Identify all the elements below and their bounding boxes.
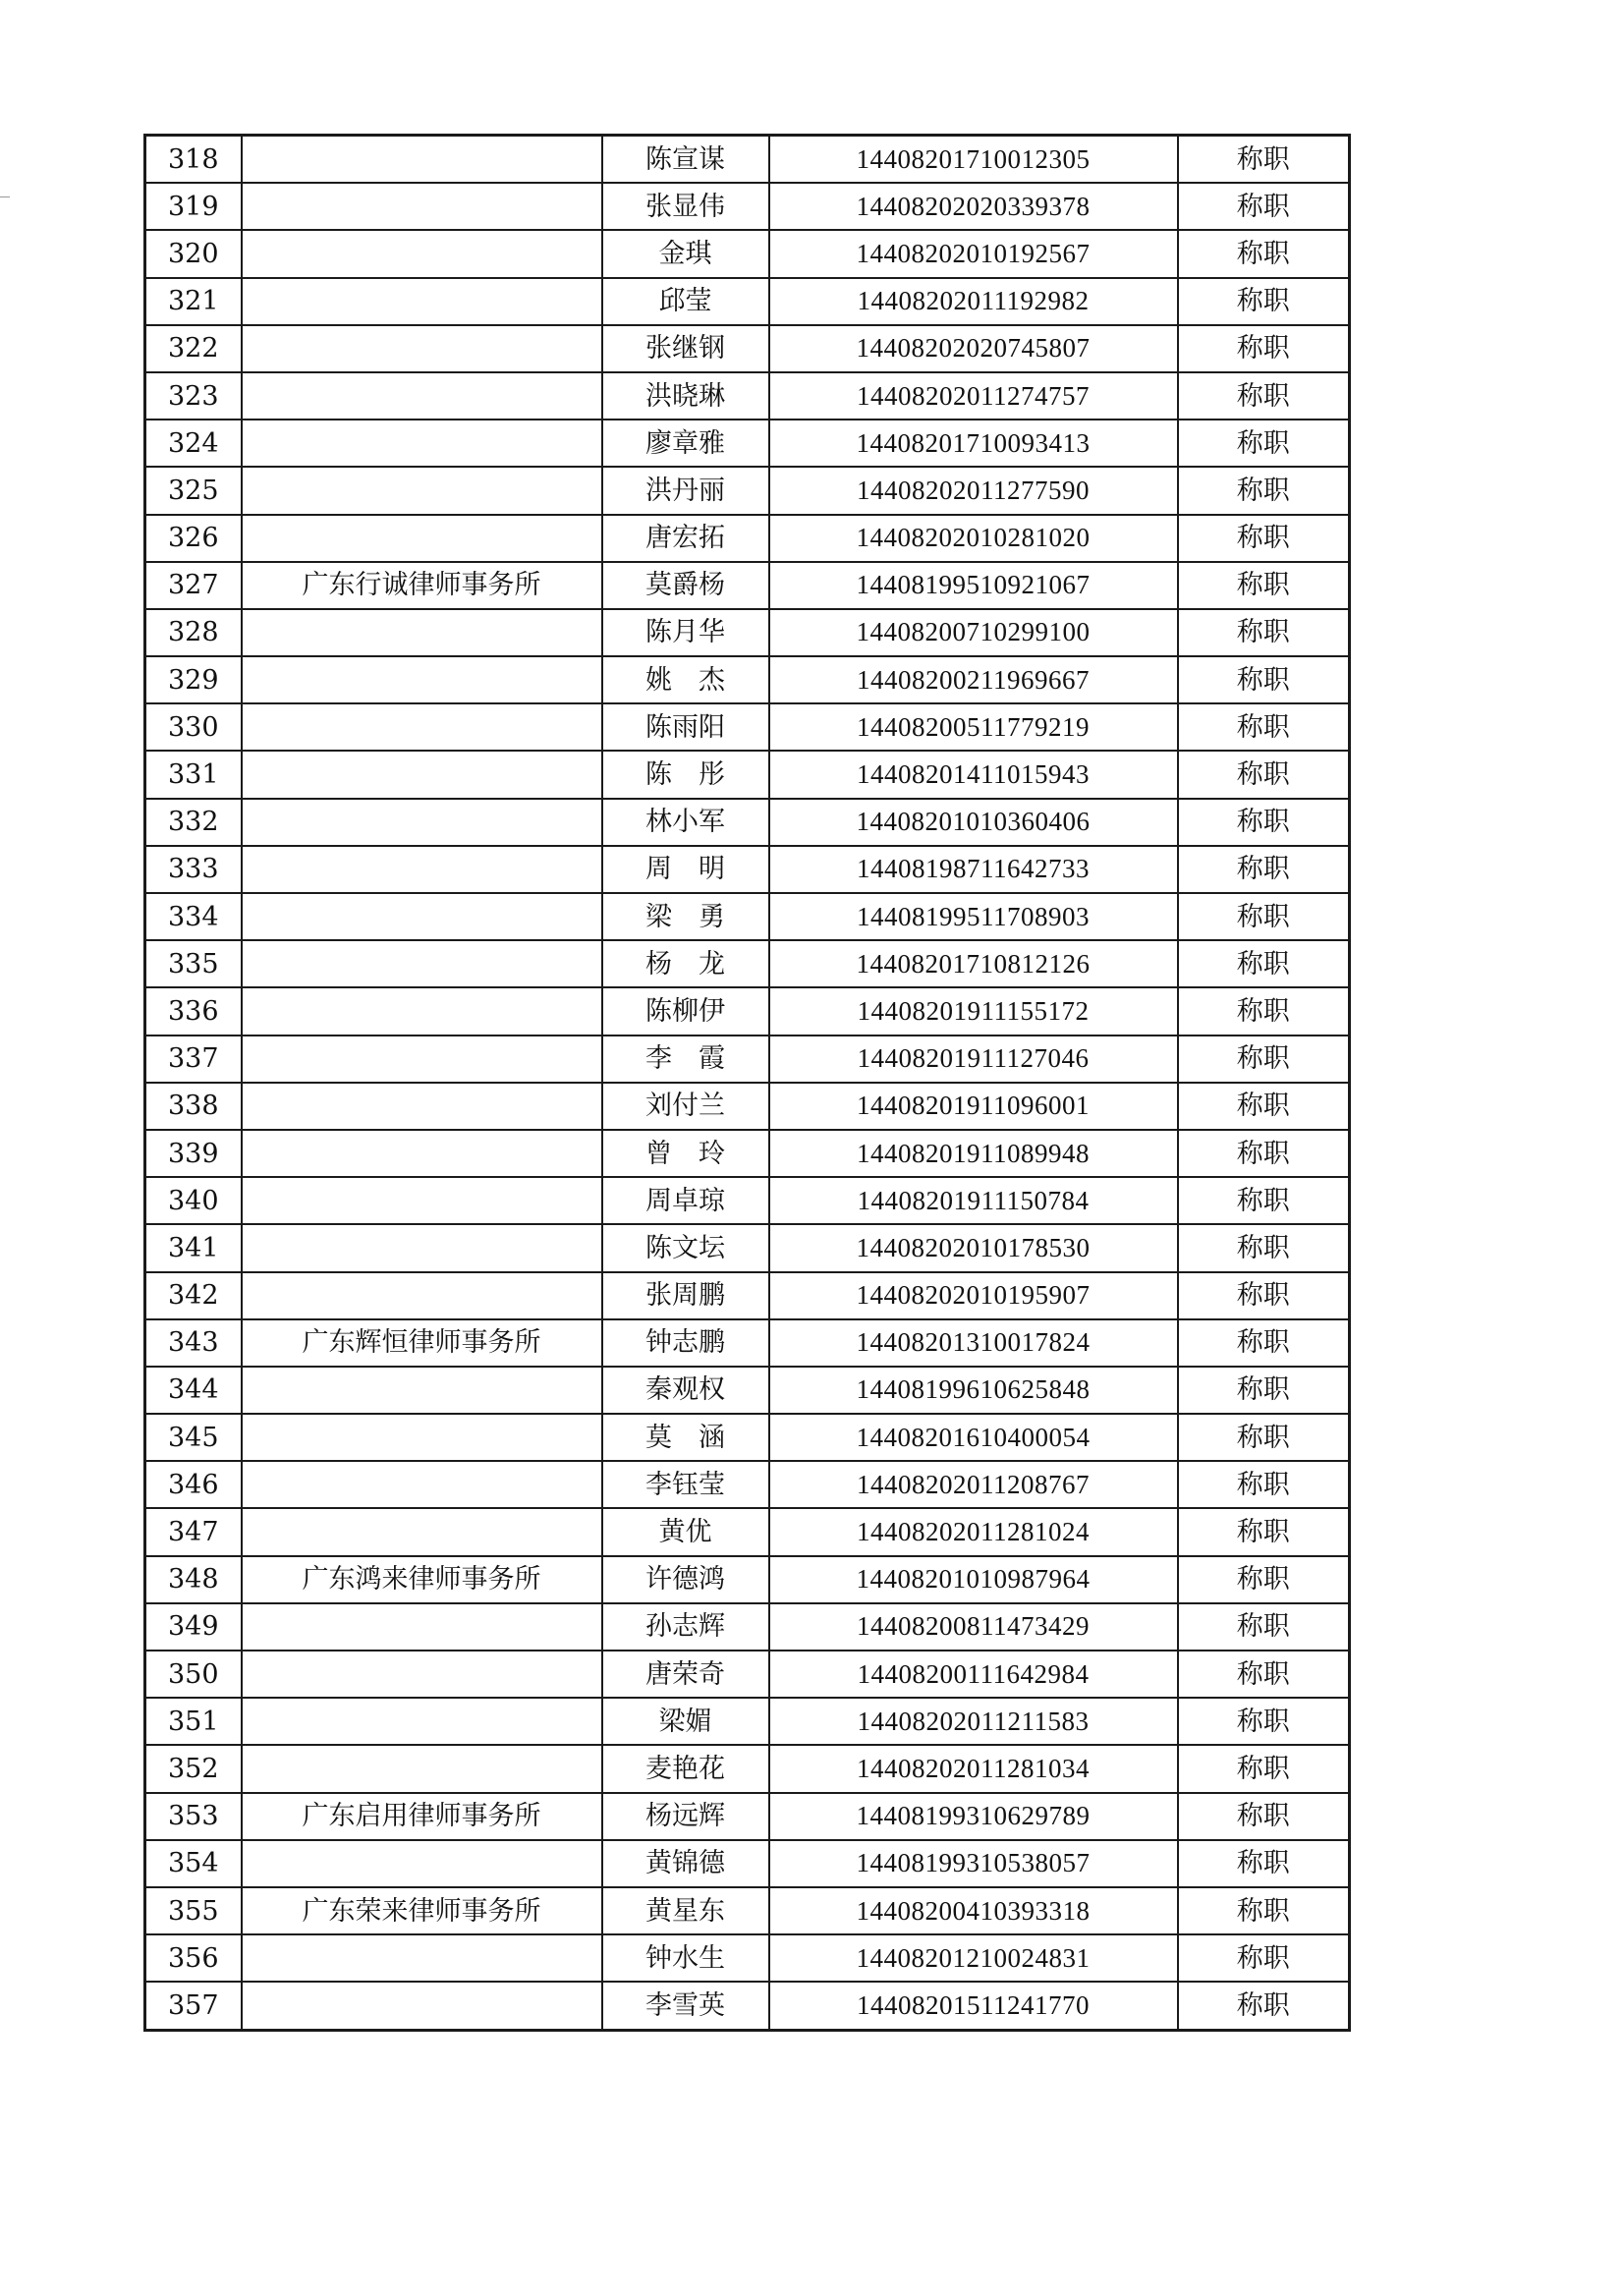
row-number: 329	[145, 656, 242, 703]
table-row	[145, 515, 1350, 562]
row-number: 325	[145, 467, 242, 514]
license-number: 14408202010281020	[769, 515, 1178, 562]
lawyer-name: 金琪	[602, 230, 769, 277]
license-number: 14408202011192982	[769, 278, 1178, 325]
law-firm-name	[242, 940, 602, 987]
table-row	[145, 1130, 1350, 1177]
law-firm-name	[242, 1130, 602, 1177]
row-number: 328	[145, 609, 242, 656]
license-number: 14408200410393318	[769, 1887, 1178, 1934]
law-firm-name	[242, 278, 602, 325]
evaluation-result: 称职	[1178, 230, 1350, 277]
table-row	[145, 420, 1350, 467]
table-row	[145, 1651, 1350, 1698]
evaluation-result: 称职	[1178, 183, 1350, 230]
row-number: 336	[145, 987, 242, 1035]
table-row	[145, 467, 1350, 514]
row-number: 344	[145, 1367, 242, 1414]
evaluation-result: 称职	[1178, 1224, 1350, 1271]
license-number: 14408201710093413	[769, 420, 1178, 467]
license-number: 14408202011281034	[769, 1745, 1178, 1792]
law-firm-name	[242, 1698, 602, 1745]
table-row	[145, 1272, 1350, 1319]
table-row	[145, 656, 1350, 703]
table-row	[145, 1036, 1350, 1083]
law-firm-name	[242, 1177, 602, 1224]
row-number: 337	[145, 1036, 242, 1083]
lawyer-name: 李 霞	[602, 1036, 769, 1083]
law-firm-name	[242, 1461, 602, 1508]
evaluation-result: 称职	[1178, 751, 1350, 798]
license-number: 14408201010987964	[769, 1556, 1178, 1603]
row-number: 340	[145, 1177, 242, 1224]
license-number: 14408202011211583	[769, 1698, 1178, 1745]
law-firm-name	[242, 515, 602, 562]
lawyer-name: 李钰莹	[602, 1461, 769, 1508]
lawyer-name: 黄星东	[602, 1887, 769, 1934]
law-firm-name	[242, 1840, 602, 1887]
table-row	[145, 230, 1350, 277]
lawyer-name: 姚 杰	[602, 656, 769, 703]
row-number: 351	[145, 1698, 242, 1745]
license-number: 14408202010195907	[769, 1272, 1178, 1319]
law-firm-name	[242, 1272, 602, 1319]
lawyer-name: 陈月华	[602, 609, 769, 656]
lawyer-name: 杨 龙	[602, 940, 769, 987]
table-row	[145, 799, 1350, 846]
lawyer-name: 黄优	[602, 1508, 769, 1555]
law-firm-name	[242, 1982, 602, 2030]
lawyer-name: 陈柳伊	[602, 987, 769, 1035]
row-number: 352	[145, 1745, 242, 1792]
law-firm-name	[242, 1036, 602, 1083]
law-firm-name: 广东启用律师事务所	[242, 1793, 602, 1840]
evaluation-result: 称职	[1178, 1745, 1350, 1792]
law-firm-name	[242, 799, 602, 846]
license-number: 14408201210024831	[769, 1934, 1178, 1982]
table-row	[145, 1177, 1350, 1224]
law-firm-name: 广东行诚律师事务所	[242, 562, 602, 609]
lawyer-name: 梁媚	[602, 1698, 769, 1745]
evaluation-result: 称职	[1178, 1793, 1350, 1840]
lawyer-name: 黄锦德	[602, 1840, 769, 1887]
evaluation-result: 称职	[1178, 1414, 1350, 1461]
table-body	[145, 136, 1350, 2031]
license-number: 14408201911127046	[769, 1036, 1178, 1083]
law-firm-name	[242, 325, 602, 372]
license-number: 14408201010360406	[769, 799, 1178, 846]
table-row	[145, 1745, 1350, 1792]
evaluation-result: 称职	[1178, 325, 1350, 372]
row-number: 347	[145, 1508, 242, 1555]
evaluation-result: 称职	[1178, 1651, 1350, 1698]
evaluation-result: 称职	[1178, 1556, 1350, 1603]
evaluation-result: 称职	[1178, 1177, 1350, 1224]
law-firm-name	[242, 751, 602, 798]
license-number: 14408202020745807	[769, 325, 1178, 372]
license-number: 14408201911150784	[769, 1177, 1178, 1224]
row-number: 345	[145, 1414, 242, 1461]
table-row	[145, 278, 1350, 325]
lawyer-name: 林小军	[602, 799, 769, 846]
evaluation-result: 称职	[1178, 799, 1350, 846]
license-number: 14408199510921067	[769, 562, 1178, 609]
row-number: 339	[145, 1130, 242, 1177]
law-firm-name: 广东荣来律师事务所	[242, 1887, 602, 1934]
evaluation-result: 称职	[1178, 1934, 1350, 1982]
evaluation-result: 称职	[1178, 420, 1350, 467]
lawyer-name: 张显伟	[602, 183, 769, 230]
row-number: 330	[145, 703, 242, 751]
license-number: 14408200511779219	[769, 703, 1178, 751]
license-number: 14408199310538057	[769, 1840, 1178, 1887]
evaluation-result: 称职	[1178, 1461, 1350, 1508]
lawyer-name: 许德鸿	[602, 1556, 769, 1603]
row-number: 322	[145, 325, 242, 372]
evaluation-result: 称职	[1178, 703, 1350, 751]
scan-edge-mark	[0, 196, 10, 197]
row-number: 346	[145, 1461, 242, 1508]
lawyer-name: 陈雨阳	[602, 703, 769, 751]
evaluation-result: 称职	[1178, 136, 1350, 184]
license-number: 14408199310629789	[769, 1793, 1178, 1840]
row-number: 320	[145, 230, 242, 277]
evaluation-result: 称职	[1178, 846, 1350, 893]
evaluation-result: 称职	[1178, 467, 1350, 514]
evaluation-result: 称职	[1178, 1840, 1350, 1887]
evaluation-result: 称职	[1178, 1036, 1350, 1083]
table-row	[145, 372, 1350, 420]
table-row	[145, 1367, 1350, 1414]
license-number: 14408202011277590	[769, 467, 1178, 514]
lawyer-name: 杨远辉	[602, 1793, 769, 1840]
evaluation-result: 称职	[1178, 1083, 1350, 1130]
license-number: 14408202011274757	[769, 372, 1178, 420]
evaluation-result: 称职	[1178, 372, 1350, 420]
license-number: 14408200811473429	[769, 1603, 1178, 1651]
law-firm-name	[242, 1083, 602, 1130]
law-firm-name	[242, 420, 602, 467]
table-row	[145, 183, 1350, 230]
license-number: 14408202010192567	[769, 230, 1178, 277]
lawyer-name: 张周鹏	[602, 1272, 769, 1319]
lawyer-name: 陈文坛	[602, 1224, 769, 1271]
table-row	[145, 1934, 1350, 1982]
evaluation-result: 称职	[1178, 656, 1350, 703]
table-row	[145, 940, 1350, 987]
row-number: 356	[145, 1934, 242, 1982]
law-firm-name	[242, 893, 602, 940]
table-row	[145, 1556, 1350, 1603]
license-number: 14408201310017824	[769, 1319, 1178, 1367]
evaluation-result: 称职	[1178, 609, 1350, 656]
table-row	[145, 1603, 1350, 1651]
evaluation-result: 称职	[1178, 940, 1350, 987]
license-number: 14408200211969667	[769, 656, 1178, 703]
table-row	[145, 846, 1350, 893]
license-number: 14408201511241770	[769, 1982, 1178, 2030]
law-firm-name	[242, 987, 602, 1035]
license-number: 14408201411015943	[769, 751, 1178, 798]
table-row	[145, 1698, 1350, 1745]
law-firm-name	[242, 467, 602, 514]
row-number: 327	[145, 562, 242, 609]
license-number: 14408201911155172	[769, 987, 1178, 1035]
license-number: 14408198711642733	[769, 846, 1178, 893]
lawyer-name: 洪晓琳	[602, 372, 769, 420]
table-row	[145, 987, 1350, 1035]
table-row	[145, 1508, 1350, 1555]
evaluation-result: 称职	[1178, 1367, 1350, 1414]
evaluation-result: 称职	[1178, 562, 1350, 609]
law-firm-name	[242, 609, 602, 656]
lawyer-name: 陈 彤	[602, 751, 769, 798]
table-row	[145, 1414, 1350, 1461]
table-row	[145, 1793, 1350, 1840]
table-row	[145, 1887, 1350, 1934]
law-firm-name	[242, 183, 602, 230]
row-number: 333	[145, 846, 242, 893]
row-number: 353	[145, 1793, 242, 1840]
row-number: 321	[145, 278, 242, 325]
row-number: 338	[145, 1083, 242, 1130]
license-number: 14408199511708903	[769, 893, 1178, 940]
table-row	[145, 325, 1350, 372]
lawyer-name: 唐荣奇	[602, 1651, 769, 1698]
license-number: 14408202011281024	[769, 1508, 1178, 1555]
license-number: 14408201710012305	[769, 136, 1178, 184]
row-number: 357	[145, 1982, 242, 2030]
law-firm-name	[242, 1934, 602, 1982]
table-row	[145, 1461, 1350, 1508]
table-row	[145, 703, 1350, 751]
law-firm-name	[242, 703, 602, 751]
lawyer-name: 周 明	[602, 846, 769, 893]
evaluation-result: 称职	[1178, 893, 1350, 940]
law-firm-name	[242, 1414, 602, 1461]
evaluation-result: 称职	[1178, 1319, 1350, 1367]
license-number: 14408201610400054	[769, 1414, 1178, 1461]
law-firm-name	[242, 1603, 602, 1651]
evaluation-result: 称职	[1178, 1272, 1350, 1319]
row-number: 332	[145, 799, 242, 846]
law-firm-name: 广东鸿来律师事务所	[242, 1556, 602, 1603]
lawyer-name: 唐宏拓	[602, 515, 769, 562]
row-number: 335	[145, 940, 242, 987]
law-firm-name	[242, 136, 602, 184]
row-number: 342	[145, 1272, 242, 1319]
evaluation-result: 称职	[1178, 1603, 1350, 1651]
law-firm-name	[242, 1367, 602, 1414]
lawyer-name: 刘付兰	[602, 1083, 769, 1130]
row-number: 331	[145, 751, 242, 798]
lawyer-name: 陈宣谋	[602, 136, 769, 184]
evaluation-result: 称职	[1178, 515, 1350, 562]
row-number: 319	[145, 183, 242, 230]
table-row	[145, 609, 1350, 656]
table-row	[145, 751, 1350, 798]
lawyer-name: 曾 玲	[602, 1130, 769, 1177]
lawyer-name: 麦艳花	[602, 1745, 769, 1792]
license-number: 14408201911096001	[769, 1083, 1178, 1130]
lawyer-name: 邱莹	[602, 278, 769, 325]
row-number: 334	[145, 893, 242, 940]
lawyer-name: 莫爵杨	[602, 562, 769, 609]
license-number: 14408201710812126	[769, 940, 1178, 987]
lawyer-name: 梁 勇	[602, 893, 769, 940]
evaluation-result: 称职	[1178, 1698, 1350, 1745]
row-number: 350	[145, 1651, 242, 1698]
law-firm-name	[242, 846, 602, 893]
lawyer-name: 洪丹丽	[602, 467, 769, 514]
license-number: 14408202010178530	[769, 1224, 1178, 1271]
lawyer-name: 孙志辉	[602, 1603, 769, 1651]
license-number: 14408200710299100	[769, 609, 1178, 656]
row-number: 318	[145, 136, 242, 184]
row-number: 343	[145, 1319, 242, 1367]
lawyer-name: 周卓琼	[602, 1177, 769, 1224]
row-number: 326	[145, 515, 242, 562]
table-row	[145, 1982, 1350, 2030]
evaluation-result: 称职	[1178, 1508, 1350, 1555]
law-firm-name: 广东辉恒律师事务所	[242, 1319, 602, 1367]
table-row	[145, 1840, 1350, 1887]
license-number: 14408202011208767	[769, 1461, 1178, 1508]
lawyer-evaluation-table	[143, 134, 1351, 2032]
row-number: 324	[145, 420, 242, 467]
lawyer-name: 李雪英	[602, 1982, 769, 2030]
evaluation-result: 称职	[1178, 1982, 1350, 2030]
evaluation-result: 称职	[1178, 1887, 1350, 1934]
lawyer-name: 廖章雅	[602, 420, 769, 467]
table-row	[145, 1224, 1350, 1271]
table-row	[145, 136, 1350, 184]
evaluation-result: 称职	[1178, 987, 1350, 1035]
lawyer-name: 钟志鹏	[602, 1319, 769, 1367]
table-row	[145, 1319, 1350, 1367]
lawyer-name: 钟水生	[602, 1934, 769, 1982]
row-number: 323	[145, 372, 242, 420]
table-row	[145, 562, 1350, 609]
evaluation-result: 称职	[1178, 278, 1350, 325]
lawyer-name: 张继钢	[602, 325, 769, 372]
law-firm-name	[242, 1651, 602, 1698]
law-firm-name	[242, 1224, 602, 1271]
row-number: 349	[145, 1603, 242, 1651]
license-number: 14408200111642984	[769, 1651, 1178, 1698]
row-number: 341	[145, 1224, 242, 1271]
lawyer-name: 莫 涵	[602, 1414, 769, 1461]
law-firm-name	[242, 372, 602, 420]
license-number: 14408199610625848	[769, 1367, 1178, 1414]
table-row	[145, 893, 1350, 940]
law-firm-name	[242, 656, 602, 703]
law-firm-name	[242, 1745, 602, 1792]
license-number: 14408201911089948	[769, 1130, 1178, 1177]
evaluation-result: 称职	[1178, 1130, 1350, 1177]
row-number: 348	[145, 1556, 242, 1603]
law-firm-name	[242, 1508, 602, 1555]
row-number: 354	[145, 1840, 242, 1887]
lawyer-name: 秦观权	[602, 1367, 769, 1414]
license-number: 14408202020339378	[769, 183, 1178, 230]
table-row	[145, 1083, 1350, 1130]
law-firm-name	[242, 230, 602, 277]
row-number: 355	[145, 1887, 242, 1934]
